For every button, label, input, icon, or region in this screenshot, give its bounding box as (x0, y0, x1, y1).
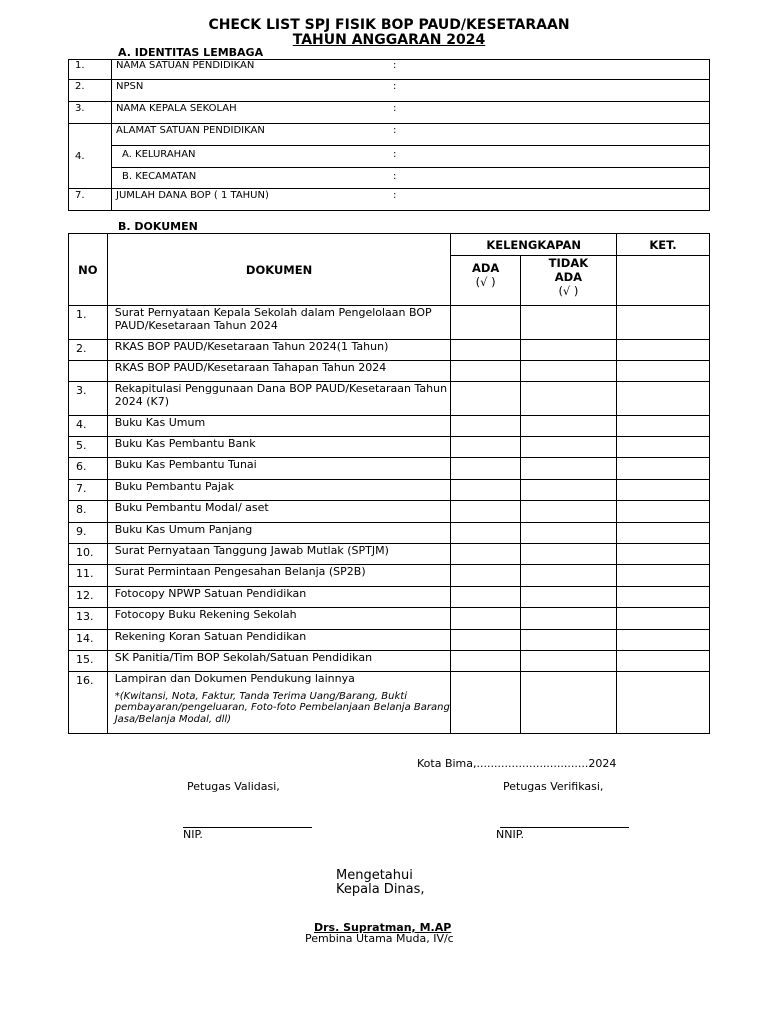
identity-colon: : (393, 125, 397, 136)
identity-colon: : (393, 81, 397, 92)
document-row-number (69, 361, 108, 382)
header-ada (451, 256, 520, 306)
place-date: Kota Bima,................................2024 (417, 757, 617, 770)
checkbox-cell-tidak-ada[interactable] (520, 501, 616, 523)
checkbox-cell-ada[interactable] (451, 501, 520, 523)
identity-row-number: 3. (69, 102, 112, 124)
checkbox-cell-ket[interactable] (616, 608, 709, 630)
document-name: Fotocopy NPWP Satuan Pendidikan (114, 587, 307, 600)
document-row (69, 361, 710, 382)
document-row (69, 382, 710, 416)
header-kelengkapan: KELENGKAPAN (451, 234, 617, 256)
checkbox-cell-tidak-ada[interactable] (520, 382, 616, 416)
document-row-number: 13. (69, 608, 108, 630)
checkbox-cell-ada[interactable] (451, 651, 520, 672)
checkbox-cell-ada[interactable] (451, 480, 520, 501)
identity-colon: : (393, 171, 397, 182)
document-name: RKAS BOP PAUD/Kesetaraan Tahun 2024(1 Tahun) (114, 340, 389, 353)
document-row (69, 565, 710, 587)
document-row-number: 11. (69, 565, 108, 587)
checkbox-cell-ada[interactable] (451, 523, 520, 544)
checkbox-cell-ket[interactable] (616, 416, 709, 437)
document-name: SK Panitia/Tim BOP Sekolah/Satuan Pendidikan (114, 651, 373, 664)
checkbox-cell-ada[interactable] (451, 608, 520, 630)
document-row-number: 5. (69, 437, 108, 458)
validator-nip: NIP. (183, 828, 203, 841)
checkbox-cell-ada[interactable] (451, 565, 520, 587)
document-cell (107, 587, 451, 608)
document-cell (107, 306, 451, 340)
document-name: Lampiran dan Dokumen Pendukung lainnya (114, 672, 355, 685)
identity-colon: : (393, 103, 397, 114)
header-dokumen: DOKUMEN (107, 234, 451, 306)
document-row-number: 8. (69, 501, 108, 523)
header-tidak-ada (520, 256, 616, 306)
checkbox-cell-ket[interactable] (616, 501, 709, 523)
checkbox-cell-ket[interactable] (616, 651, 709, 672)
document-row-number: 7. (69, 480, 108, 501)
document-name: Buku Kas Pembantu Bank (114, 437, 256, 450)
header-ket: KET. (616, 234, 709, 256)
header-tidak-ada-label: TIDAK ADA (548, 256, 589, 284)
document-row-number: 16. (69, 672, 108, 734)
header-tidak-ada-mark: (√ ) (558, 284, 579, 298)
checkbox-cell-ket[interactable] (616, 672, 709, 734)
checkbox-cell-tidak-ada[interactable] (520, 437, 616, 458)
checkbox-cell-tidak-ada[interactable] (520, 672, 616, 734)
checkbox-cell-ada[interactable] (451, 587, 520, 608)
identity-label: NPSN (116, 81, 144, 92)
identity-colon: : (393, 149, 397, 160)
checkbox-cell-tidak-ada[interactable] (520, 587, 616, 608)
document-name: Rekening Koran Satuan Pendidikan (114, 630, 307, 643)
header-ada-label: ADA (471, 261, 500, 275)
document-name: Surat Pernyataan Kepala Sekolah dalam Pengelolaan BOP PAUD/Kesetaraan Tahun 2024 (114, 306, 432, 332)
identity-colon: : (393, 190, 397, 201)
document-row-number: 9. (69, 523, 108, 544)
verifier-nip: NNIP. (496, 828, 525, 841)
document-row (69, 630, 710, 651)
document-row-number: 1. (69, 306, 108, 340)
validator-title: Petugas Validasi, (187, 780, 280, 793)
document-row (69, 306, 710, 340)
section-b-heading: B. DOKUMEN (118, 220, 198, 233)
verifier-title: Petugas Verifikasi, (503, 780, 604, 793)
checkbox-cell-ada[interactable] (451, 437, 520, 458)
identity-row-number: 4. (69, 124, 112, 189)
document-title: CHECK LIST SPJ FISIK BOP PAUD/KESETARAAN (208, 17, 570, 33)
head-rank: Pembina Utama Muda, IV/c (305, 932, 454, 945)
document-row-number: 14. (69, 630, 108, 651)
document-name: Buku Kas Pembantu Tunai (114, 458, 257, 471)
acknowledge-line2: Kepala Dinas, (336, 882, 425, 897)
document-name: RKAS BOP PAUD/Kesetaraan Tahapan Tahun 2024 (114, 361, 387, 374)
identity-label: ALAMAT SATUAN PENDIDIKAN (116, 125, 265, 136)
document-row (69, 340, 710, 361)
checkbox-cell-ket[interactable] (616, 437, 709, 458)
document-row-number: 6. (69, 458, 108, 480)
document-row-number: 4. (69, 416, 108, 437)
document-cell (107, 480, 451, 501)
document-row (69, 672, 710, 734)
checkbox-cell-ada[interactable] (451, 306, 520, 340)
checkbox-cell-ada[interactable] (451, 458, 520, 480)
document-name: Buku Kas Umum (114, 416, 206, 429)
identity-row-number: 1. (69, 60, 112, 80)
header-no: NO (69, 234, 108, 306)
document-row (69, 587, 710, 608)
document-row (69, 501, 710, 523)
document-cell (107, 565, 451, 587)
document-name: Buku Pembantu Modal/ aset (114, 501, 269, 514)
checkbox-cell-ada[interactable] (451, 416, 520, 437)
checkbox-cell-ket[interactable] (616, 340, 709, 361)
identity-label: NAMA SATUAN PENDIDIKAN (116, 60, 255, 71)
checkbox-cell-ada[interactable] (451, 544, 520, 565)
identity-row (69, 60, 710, 80)
checkbox-cell-tidak-ada[interactable] (520, 608, 616, 630)
checkbox-cell-tidak-ada[interactable] (520, 651, 616, 672)
document-cell (107, 458, 451, 480)
identity-subrow (69, 146, 710, 168)
document-row (69, 480, 710, 501)
header-ada-mark: (√ ) (475, 275, 496, 289)
checkbox-cell-ada[interactable] (451, 340, 520, 361)
document-row-number: 10. (69, 544, 108, 565)
document-cell (107, 630, 451, 651)
checkbox-cell-tidak-ada[interactable] (520, 544, 616, 565)
document-row (69, 544, 710, 565)
checkbox-cell-ket[interactable] (616, 458, 709, 480)
document-cell (107, 608, 451, 630)
checkbox-cell-tidak-ada[interactable] (520, 416, 616, 437)
checkbox-cell-tidak-ada[interactable] (520, 630, 616, 651)
checkbox-cell-tidak-ada[interactable] (520, 480, 616, 501)
identity-label: JUMLAH DANA BOP ( 1 TAHUN) (116, 190, 269, 201)
checkbox-cell-ket[interactable] (616, 382, 709, 416)
identity-row (69, 124, 710, 146)
document-name: Surat Pernyataan Tanggung Jawab Mutlak (SPTJM) (114, 544, 389, 557)
section-a-heading: A. IDENTITAS LEMBAGA (118, 46, 264, 59)
head-name: Drs. Supratman, M.AP (314, 921, 452, 934)
document-row-number: 3. (69, 382, 108, 416)
document-name: Buku Pembantu Pajak (114, 480, 234, 493)
document-cell (107, 544, 451, 565)
checkbox-cell-tidak-ada[interactable] (520, 340, 616, 361)
identity-row (69, 189, 710, 211)
identity-row-number: 7. (69, 189, 112, 211)
document-name: Rekapitulasi Penggunaan Dana BOP PAUD/Kesetaraan Tahun 2024 (K7) (114, 382, 448, 408)
checkbox-cell-tidak-ada[interactable] (520, 523, 616, 544)
document-cell (107, 523, 451, 544)
document-cell (107, 501, 451, 523)
checkbox-cell-ket[interactable] (616, 630, 709, 651)
checkbox-cell-tidak-ada[interactable] (520, 361, 616, 382)
document-row (69, 523, 710, 544)
identity-sublabel: B. KECAMATAN (122, 171, 197, 182)
identity-row-number: 2. (69, 80, 112, 102)
document-row (69, 608, 710, 630)
checkbox-cell-ada[interactable] (451, 672, 520, 734)
document-checklist-table (68, 233, 710, 734)
document-name: Surat Permintaan Pengesahan Belanja (SP2B) (114, 565, 366, 578)
document-cell (107, 340, 451, 361)
document-name: Fotocopy Buku Rekening Sekolah (114, 608, 297, 621)
checkbox-cell-ket[interactable] (616, 306, 709, 340)
document-cell (107, 416, 451, 437)
document-cell (107, 437, 451, 458)
document-row-number: 2. (69, 340, 108, 361)
document-subtitle: TAHUN ANGGARAN 2024 (292, 32, 486, 48)
checkbox-cell-ket[interactable] (616, 544, 709, 565)
document-row (69, 651, 710, 672)
checkbox-cell-ada[interactable] (451, 361, 520, 382)
document-row (69, 437, 710, 458)
checkbox-cell-ada[interactable] (451, 630, 520, 651)
document-cell (107, 672, 451, 734)
identity-row (69, 102, 710, 124)
checkbox-cell-tidak-ada[interactable] (520, 565, 616, 587)
document-cell (107, 382, 451, 416)
checkbox-cell-ket[interactable] (616, 480, 709, 501)
identity-subrow (69, 168, 710, 189)
checkbox-cell-tidak-ada[interactable] (520, 458, 616, 480)
checkbox-cell-ada[interactable] (451, 382, 520, 416)
identity-row (69, 80, 710, 102)
document-name: Buku Kas Umum Panjang (114, 523, 253, 536)
identity-sublabel: A. KELURAHAN (122, 149, 196, 160)
identity-label: NAMA KEPALA SEKOLAH (116, 103, 237, 114)
checkbox-cell-tidak-ada[interactable] (520, 306, 616, 340)
identity-table (68, 59, 710, 211)
ket-header-empty (616, 256, 709, 306)
document-row-number: 15. (69, 651, 108, 672)
checkbox-cell-ket[interactable] (616, 361, 709, 382)
checkbox-cell-ket[interactable] (616, 587, 709, 608)
document-row-number: 12. (69, 587, 108, 608)
identity-colon: : (393, 60, 397, 71)
checkbox-cell-ket[interactable] (616, 523, 709, 544)
document-cell (107, 361, 451, 382)
checkbox-cell-ket[interactable] (616, 565, 709, 587)
document-note: *(Kwitansi, Nota, Faktur, Tanda Terima Uang/Barang, Bukti pembayaran/pengeluaran, Foto-foto Pembelanjaan Belanja Barang Jasa/Belanja Modal, dll) (114, 690, 450, 725)
acknowledge-line1: Mengetahui (336, 868, 413, 883)
document-cell (107, 651, 451, 672)
document-row (69, 458, 710, 480)
document-row (69, 416, 710, 437)
